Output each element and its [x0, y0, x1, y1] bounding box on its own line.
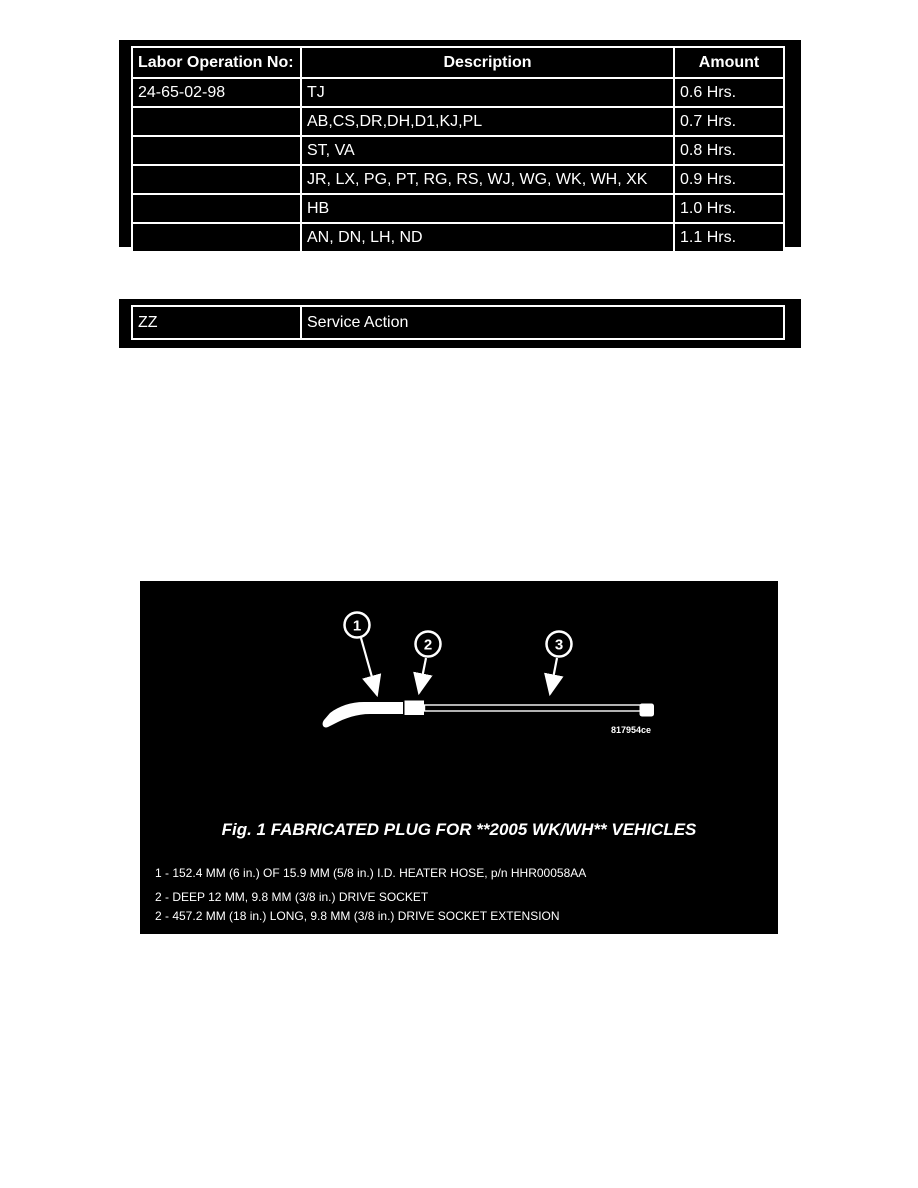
table-row [132, 306, 784, 339]
table-row [132, 165, 784, 194]
figure-caption: Fig. 1 FABRICATED PLUG FOR **2005 WK/WH** VEHICLES [221, 820, 697, 839]
table-row [132, 78, 784, 107]
cell-amount: 1.0 Hrs. [674, 194, 784, 223]
labor-table-header-row [132, 47, 784, 78]
condition-table [131, 305, 785, 340]
cell-description: AB,CS,DR,DH,D1,KJ,PL [301, 107, 674, 136]
cell-description: AN, DN, LH, ND [301, 223, 674, 252]
table-row [132, 107, 784, 136]
callout-3-number: 3 [554, 636, 564, 654]
callout-1-arrow [361, 638, 377, 695]
table-row [132, 136, 784, 165]
cell-labor-op [132, 223, 301, 252]
callout-3-arrow [550, 658, 557, 694]
table-row [132, 194, 784, 223]
heater-hose-drawing [323, 702, 403, 727]
figure-legend-item-2: 2 - DEEP 12 MM, 9.8 MM (3/8 in.) DRIVE SOCKET [155, 890, 429, 904]
cell-amount: 0.7 Hrs. [674, 107, 784, 136]
cell-labor-op [132, 107, 301, 136]
figure-1 [140, 581, 778, 934]
cell-condition-code: ZZ [132, 306, 301, 339]
cell-amount: 1.1 Hrs. [674, 223, 784, 252]
cell-condition-description: Service Action [301, 306, 784, 339]
header-amount: Amount [674, 47, 784, 78]
callout-2-arrow [419, 658, 426, 693]
cell-labor-op [132, 165, 301, 194]
cell-amount: 0.8 Hrs. [674, 136, 784, 165]
condition-table-band [119, 299, 801, 348]
cell-labor-op: 24-65-02-98 [132, 78, 301, 107]
callout-2-number: 2 [423, 636, 433, 654]
drive-socket-drawing [405, 701, 425, 716]
figure-legend-item-3: 2 - 457.2 MM (18 in.) LONG, 9.8 MM (3/8 in.) DRIVE SOCKET EXTENSION [155, 909, 560, 923]
callout-1-number: 1 [352, 617, 362, 635]
extension-end-cap-drawing [640, 704, 655, 717]
figure-legend-item-1: 1 - 152.4 MM (6 in.) OF 15.9 MM (5/8 in.) I.D. HEATER HOSE, p/n HHR00058AA [155, 866, 587, 880]
labor-table-band [119, 40, 801, 247]
figure-image-code: 817954ce [610, 725, 651, 735]
fabricated-plug-diagram [140, 581, 778, 781]
cell-labor-op [132, 136, 301, 165]
table-row [132, 223, 784, 252]
header-labor-operation-no: Labor Operation No: [132, 47, 301, 78]
cell-description: TJ [301, 78, 674, 107]
cell-description: ST, VA [301, 136, 674, 165]
header-description: Description [301, 47, 674, 78]
cell-labor-op [132, 194, 301, 223]
cell-description: HB [301, 194, 674, 223]
cell-amount: 0.6 Hrs. [674, 78, 784, 107]
socket-extension-drawing [425, 705, 641, 711]
labor-table [131, 46, 785, 253]
cell-amount: 0.9 Hrs. [674, 165, 784, 194]
cell-description: JR, LX, PG, PT, RG, RS, WJ, WG, WK, WH, XK [301, 165, 674, 194]
